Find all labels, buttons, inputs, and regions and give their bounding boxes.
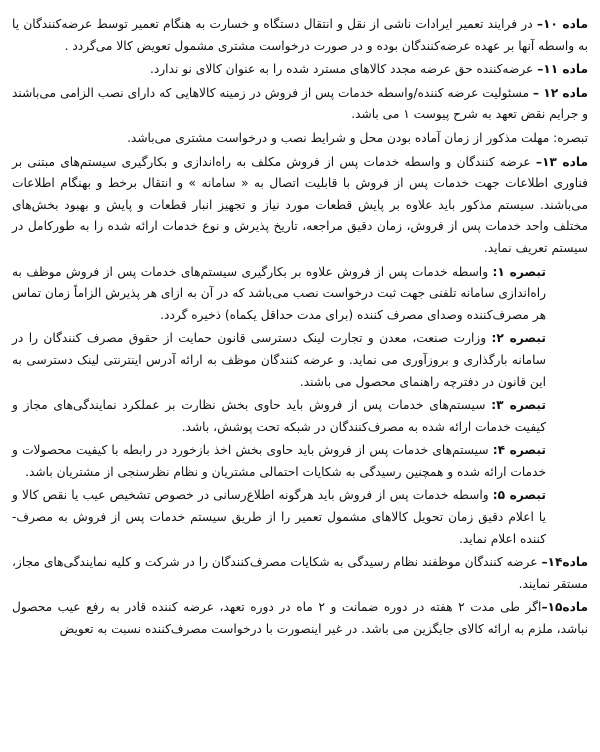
note-4-label: تبصره ۴: <box>492 443 546 458</box>
note-4-text: سیستم‌های خدمات پس از فروش باید حاوی بخش اخذ بازخورد در رابطه با کیفیت محصولات و خدمات ارائه شده و همچنین رسیدگی به شکایات احتمالی مشتریان و نظام نظرسنجی از مشتریان باشد. <box>12 443 546 479</box>
note-5 <box>12 485 588 550</box>
note-1 <box>12 262 588 327</box>
note-2-text: وزارت صنعت، معدن و تجارت لینک دسترسی قانون حمایت از حقوق مصرف کنندگان را در سامانه بارگذاری و بروزآوری می نماید. و عرضه کنندگان موظف به ارائه آدرس اینترنتی لینک دسترسی به این قانون در دفترچه راهنمای محصول می باشند. <box>12 331 546 389</box>
note-2-label: تبصره ۲: <box>491 331 546 346</box>
note-1-label: تبصره ۱: <box>492 264 546 279</box>
article-15-label: ماده۱۵– <box>541 600 588 615</box>
article-12-label: ماده ۱۲ – <box>532 85 588 100</box>
article-11-label: ماده ۱۱– <box>537 62 588 77</box>
article-14-label: ماده۱۴– <box>541 555 588 570</box>
note-3-text: سیستم‌های خدمات پس از فروش باید حاوی بخش نظارت بر عملکرد نمایندگی‌های مجاز و کیفیت خدمات ارائه شده به مصرف‌کنندگان در شبکه تحت پوشش، باشد. <box>12 398 546 434</box>
article-15-text: اگر طی مدت ۲ هفته در دوره ضمانت و ۲ ماه در دوره تعهد، عرضه کننده قادر به رفع عیب محصول نباشد، ملزم به ارائه کالای جایگزین می باشد. در غیر اینصورت با درخواست مصرف‌کننده نسبت به تعویض <box>12 600 588 637</box>
note-3-label: تبصره ۳: <box>491 398 546 413</box>
article-10-label: ماده ۱۰– <box>536 17 588 31</box>
article-11 <box>12 59 588 81</box>
article-13-text: عرضه کنندگان و واسطه خدمات پس از فروش مکلف به راه‌اندازی و بکارگیری سیستم‌های مبتنی بر فناوری اطلاعات جهت خدمات پس از فروش با قابلیت اتصال به « سامانه » و انتقال برخط و بهنگام اطلاعات می‌باشند. سیستم مذکور باید علاوه بر پایش قطعات مورد نیاز و تجهیز انبار قطعات و پایش و بهبود بخش‌های مختلف واحد خدمات پس از فروش، زمان دقیق مراجعه، تاریخ پذیرش و نوع خدمات ارائه شده را به طورکامل در سیستم تعریف نماید. <box>12 154 588 255</box>
note-5-label: تبصره ۵: <box>492 488 546 503</box>
article-11-text: عرضه‌کننده حق عرضه مجدد کالاهای مسترد شده را به عنوان کالای نو ندارد. <box>150 62 538 77</box>
article-12-note-text: تبصره: مهلت مذکور از زمان آماده بودن محل و شرایط نصب و درخواست مشتری می‌باشد. <box>127 130 588 145</box>
note-5-text: واسطه خدمات پس از فروش باید هرگونه اطلاع‌رسانی در خصوص تشخیص عیب یا نقص کالا و یا اعلام دقیق زمان تحویل کالاهای مشمول تعمیر را از طریق سیستم خدمات پس از فروش به مصرف-کننده اعلام نماید. <box>12 488 546 546</box>
article-13-label: ماده ۱۳– <box>535 154 588 169</box>
article-10-text: در فرایند تعمیر ایرادات ناشی از نقل و انتقال دستگاه و خسارت به هنگام تعمیر توسط عرضه‌کنندگان یا به واسطه آنها بر عهده عرضه‌کنندگان بوده و در صورت درخواست مشتری مشمول تعویض کالا می‌گردد . <box>12 17 588 53</box>
article-12 <box>12 83 588 126</box>
article-10 <box>12 14 588 57</box>
article-13 <box>12 152 588 260</box>
article-15 <box>12 597 588 640</box>
article-14-text: عرضه کنندگان موظفند نظام رسیدگی به شکایات مصرف‌کنندگان را در شرکت و کلیه نمایندگی‌های مجاز، مستقر نمایند. <box>12 555 588 591</box>
note-3 <box>12 395 588 438</box>
article-12-text: مسئولیت عرضه کننده/واسطه خدمات پس از فروش در زمینه کالاهایی که دارای نصب الزامی می‌باشند و جرایم نقض تعهد به شرح پیوست ۱ می باشد. <box>12 85 588 122</box>
note-1-text: واسطه خدمات پس از فروش علاوه بر بکارگیری سیستم‌های خدمات پس از فروش موظف به راه‌اندازی سامانه تلفنی جهت ثبت درخواست نصب می‌باشد که در آن به ازای هر پذیرش الزاماً زمان تماس هر مصرف‌کننده وصدای مصرف کننده (برای مدت حداقل یکماه) ذخیره گردد. <box>12 264 546 322</box>
article-12-note <box>12 128 588 150</box>
article-14 <box>12 552 588 595</box>
note-4 <box>12 440 588 483</box>
note-2 <box>12 328 588 393</box>
